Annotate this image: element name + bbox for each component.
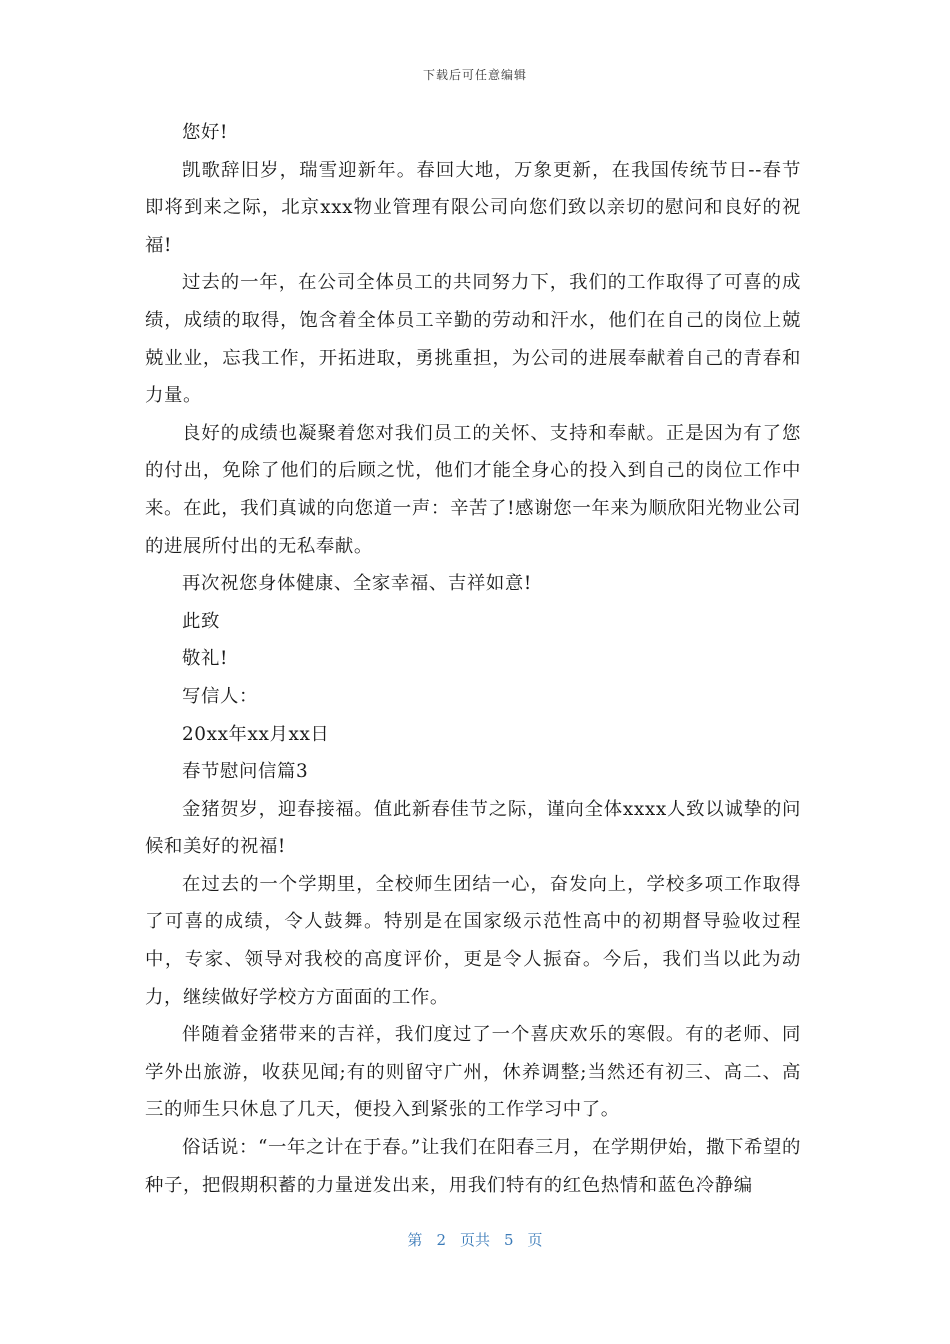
paragraph: 敬礼! <box>182 648 228 670</box>
paragraph: 伴随着金猪带来的吉祥，我们度过了一个喜庆欢乐的寒假。有的老师、同学外出旅游，收获见闻;有的则留守广州，休养调整;当然还有初三、高二、高三的师生只休息了几天，便投入到紧张的工作学习中了。 <box>145 1024 801 1121</box>
footer-total-pages: 5 <box>504 1231 514 1249</box>
paragraph: 20xx年xx月xx日 <box>182 723 330 745</box>
paragraph: 再次祝您身体健康、全家幸福、吉祥如意! <box>182 573 532 595</box>
footer-current-page: 2 <box>436 1231 446 1249</box>
paragraph: 金猪贺岁，迎春接福。值此新春佳节之际，谨向全体xxxx人致以诚挚的问候和美好的祝福! <box>145 798 801 858</box>
section-title: 春节慰问信篇3 <box>182 761 309 783</box>
paragraph: 写信人： <box>182 685 258 707</box>
paragraph: 您好! <box>182 122 228 143</box>
page-header-note: 下载后可任意编辑 <box>422 68 527 82</box>
paragraph: 良好的成绩也凝聚着您对我们员工的关怀、支持和奉献。正是因为有了您的付出，免除了他们的后顾之忧，他们才能全身心的投入到自己的岗位工作中来。在此，我们真诚的向您道一声：辛苦了!感谢您一年来为顺欣阳光物业公司的进展所付出的无私奉献。 <box>145 422 801 557</box>
footer-di: 第 <box>407 1231 423 1249</box>
paragraph: 在过去的一个学期里，全校师生团结一心，奋发向上，学校多项工作取得了可喜的成绩，令人鼓舞。特别是在国家级示范性高中的初期督导验收过程中，专家、领导对我校的高度评价，更是令人振奋。今后，我们当以此为动力，继续做好学校方方面面的工作。 <box>145 873 801 1008</box>
paragraph: 此致 <box>182 610 220 632</box>
letter-body <box>145 114 801 1204</box>
paragraph: 凯歌辞旧岁，瑞雪迎新年。春回大地，万象更新，在我国传统节日--春节即将到来之际，北京xxx物业管理有限公司向您们致以亲切的慰问和良好的祝福! <box>145 159 801 256</box>
paragraph: 俗话说：“一年之计在于春。”让我们在阳春三月，在学期伊始，撒下希望的种子，把假期积蓄的力量迸发出来，用我们特有的红色热情和蓝色冷静编 <box>145 1137 801 1196</box>
paragraph: 过去的一年，在公司全体员工的共同努力下，我们的工作取得了可喜的成绩，成绩的取得，饱含着全体员工辛勤的劳动和汗水，他们在自己的岗位上兢兢业业，忘我工作，开拓进取，勇挑重担，为公司的进展奉献着自己的青春和力量。 <box>145 272 801 407</box>
footer-ye: 页 <box>527 1231 543 1249</box>
page-footer <box>0 1229 950 1250</box>
footer-ye-gong: 页共 <box>459 1231 490 1249</box>
